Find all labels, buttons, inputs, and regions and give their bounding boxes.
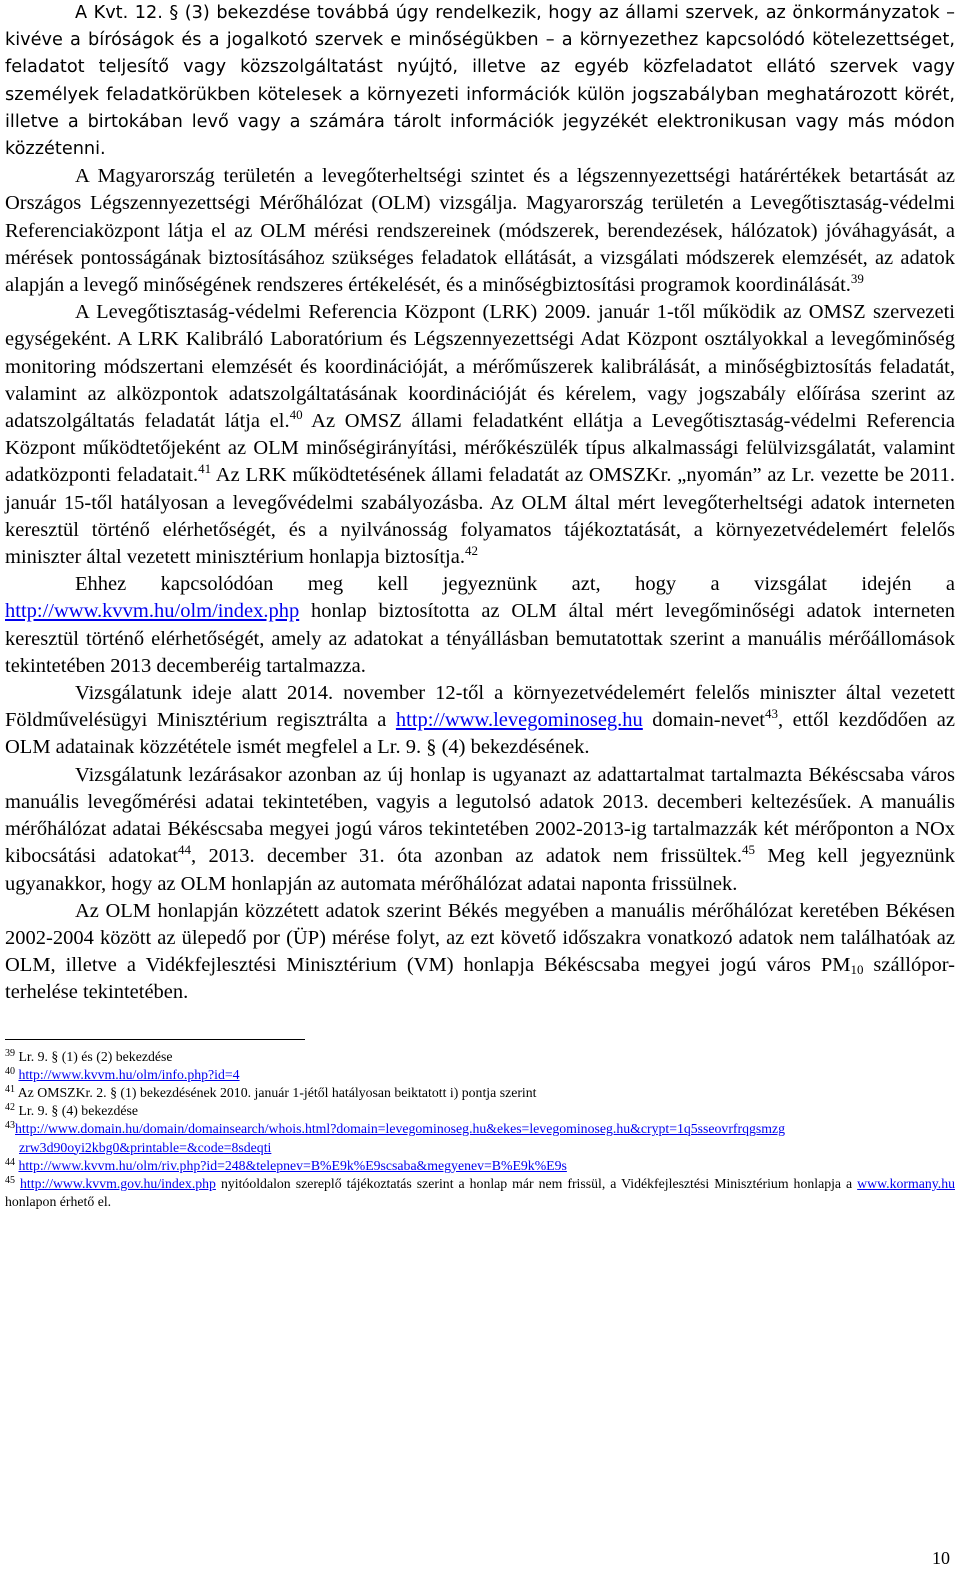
footnote-link-continued[interactable]: zrw3d90oyi2kbg0&printable=&code=8sdeqti xyxy=(19,1139,272,1155)
footnote-40 xyxy=(5,1066,955,1084)
paragraph-olm-intro xyxy=(5,163,955,299)
levegominoseg-link[interactable]: http://www.levegominoseg.hu xyxy=(395,709,643,732)
paragraph-bekes-up xyxy=(5,898,955,1007)
footnote-link[interactable]: http://www.kvvm.hu/olm/riv.php?id=248&telepnev=B%E9k%E9scsaba&megyenev=B%E9k%E9s xyxy=(18,1157,567,1173)
footnote-number: 40 xyxy=(5,1065,15,1077)
paragraph-levegominoseg xyxy=(5,680,955,762)
footnote-link[interactable]: http://www.kvvm.hu/olm/info.php?id=4 xyxy=(18,1066,240,1082)
paragraph-text: , 2013. december 31. óta azonban az adatok nem frissültek. xyxy=(190,845,742,868)
page-number: 10 xyxy=(932,1548,950,1568)
footnote-ref-41[interactable]: 41 xyxy=(198,461,212,477)
footnotes xyxy=(5,1048,955,1212)
footnote-45 xyxy=(5,1175,955,1211)
footnote-link[interactable]: http://www.kvvm.gov.hu/index.php xyxy=(20,1175,216,1191)
footnote-number: 43 xyxy=(5,1120,15,1132)
subscript: 10 xyxy=(850,962,864,978)
paragraph-lrk xyxy=(5,299,955,571)
paragraph-kvvm-site xyxy=(5,571,955,680)
footnote-number: 44 xyxy=(5,1156,15,1168)
footnote-text: Lr. 9. § (1) és (2) bekezdése xyxy=(18,1048,173,1064)
footnote-ref-40[interactable]: 40 xyxy=(289,407,303,423)
paragraph-text: Az OLM honlapján közzétett adatok szerint Békés megyében a manuális mérőhálózat keretében Békésen 2002-2004 között az ülepedő por (ÜP) mérése folyt, az ezt követő időszakra vonatkozó adatok nem találhatóak az OLM, illetve a Vidékfejlesztési Minisztérium (VM) honlapja Békéscsaba megyei jogú város PM xyxy=(5,899,955,977)
kvvm-olm-link[interactable]: http://www.kvvm.hu/olm/index.php xyxy=(5,600,300,623)
footnote-separator xyxy=(5,1039,305,1040)
paragraph-text: Vizsgálatunk lezárásakor azonban az új honlap is ugyanazt az adattartalmat tartalmazta Békéscsaba város manuális levegőmérési adatai tekintetében, vagyis a legutolsó adatok 2013. decemberi keltezésűek. A manuális mérőhálózat adatai Békéscsaba megyei jogú város tekintetében 2002-2013-ig tartalmazzák két mérőponton a NOx kibocsátási adatokat xyxy=(5,763,955,868)
paragraph-text: szállópor-terhelése tekintetében. xyxy=(5,954,955,1004)
paragraph-kvt xyxy=(5,0,955,163)
footnote-number: 41 xyxy=(5,1083,15,1095)
footnote-text: Lr. 9. § (4) bekezdése xyxy=(18,1103,138,1119)
footnote-44 xyxy=(5,1157,955,1175)
footnote-number: 45 xyxy=(5,1174,15,1186)
paragraph-text: honlap biztosította az OLM által mért levegőminőségi adatok interneten keresztül történő elérhetőségét, amely az adatokat a tényállásban bemutatottak szerint a manuális mérőállomások tekintetében 2013 decemberéig tartalmazza. xyxy=(5,600,955,677)
footnote-ref-45[interactable]: 45 xyxy=(741,842,755,858)
paragraph-text: A Kvt. 12. § (3) bekezdése továbbá úgy rendelkezik, hogy az állami szervek, az önkormányzatok – kivéve a bíróságok és a jogalkotó szervek e minőségükben – a környezethez kapcsolódó kötelezettséget, feladatot teljesítő vagy közszolgáltatást nyújtó, illetve az egyéb közfeladatot ellátó szervek vagy személyek feladatkörükben kötelesek a környezeti információk külön jogszabályban meghatározott körét, illetve a birtokában levő vagy a számára tárolt információk jegyzékét elektronikusan vagy más módon közzétenni. xyxy=(5,3,955,160)
footnote-42 xyxy=(5,1102,955,1120)
paragraph-text: Meg kell jegyeznünk ugyanakkor, hogy az OLM honlapján az automata mérőhálózat adatai naponta frissülnek. xyxy=(5,845,955,895)
footnote-text: nyitóoldalon szereplő tájékoztatás szerint a honlap már nem frissül, a Vidékfejlesztési Minisztérium honlapja a xyxy=(215,1175,858,1191)
paragraph-text: Az OMSZ állami feladatként ellátja a Levegőtisztaság-védelmi Referencia Központ működtetőjeként az OLM minőségirányítási, mérőkészülék típus alkalmassági felülvizsgálatát, valamint adatközponti feladatait. xyxy=(5,410,955,487)
kormany-link[interactable]: www.kormany.hu xyxy=(857,1175,955,1191)
paragraph-text: domain-nevet xyxy=(642,709,765,732)
footnote-ref-42[interactable]: 42 xyxy=(464,543,478,559)
paragraph-text: A Levegőtisztaság-védelmi Referencia Központ (LRK) 2009. január 1-től működik az OMSZ szervezeti egységeként. A LRK Kalibráló Laboratórium és Légszennyezettségi Adat Központ osztályokkal a levegőminőség monitoring módszertani elemzését és koordinációját, a mérőműszerek kalibrálását, a minőségbiztosítás feladatát, valamint az alközpontok adatszolgáltatásának koordinációját és kérelem, vagy jogszabály előírása szerint az adatszolgáltatás feladatát látja el. xyxy=(5,301,955,433)
paragraph-text: Vizsgálatunk ideje alatt 2014. november 12-től a környezetvédelemért felelős miniszter által vezetett Földművelésügyi Minisztérium regisztrálta a xyxy=(5,682,955,732)
footnote-number: 39 xyxy=(5,1047,15,1059)
document-page xyxy=(5,0,955,1211)
paragraph-text: Ehhez kapcsolódóan meg kell jegyeznünk azt, hogy a vizsgálat idején a xyxy=(75,573,955,596)
footnote-link[interactable]: http://www.domain.hu/domain/domainsearch/whois.html?domain=levegominoseg.hu&ekes=levegominoseg.hu&crypt=1q5sseovrfrqgsmzg xyxy=(15,1121,786,1137)
paragraph-bekescsaba xyxy=(5,762,955,898)
footnote-41 xyxy=(5,1084,955,1102)
footnote-ref-44[interactable]: 44 xyxy=(177,842,191,858)
footnote-43 xyxy=(5,1120,955,1156)
footnote-text: honlapon érhető el. xyxy=(5,1194,112,1210)
footnote-39 xyxy=(5,1048,955,1066)
footnote-number: 42 xyxy=(5,1102,15,1114)
footnote-ref-43[interactable]: 43 xyxy=(765,706,778,722)
paragraph-text: Az LRK működtetésének állami feladatát az OMSZKr. „nyomán” az Lr. vezette be 2011. január 15-től hatályosan a levegővédelmi szabályozásba. Az OLM által mért levegőterheltségi adatok interneten keresztül történő elérhetőségét, és a nyilvánosság folyamatos tájékoztatását, a környezetvédelemért felelős miniszter által vezetett minisztérium honlapja biztosítja. xyxy=(5,464,956,569)
paragraph-text: , ettől kezdődően az OLM adatainak közzététele ismét megfelel a Lr. 9. § (4) bekezdésének. xyxy=(5,709,955,759)
paragraph-text: A Magyarország területén a levegőterheltségi szintet és a légszennyezettségi határértékek betartását az Országos Légszennyezettségi Mérőhálózat (OLM) vizsgálja. Magyarország területén a Levegőtisztaság-védelmi Referenciaközpont látja el az OLM mérési rendszereinek (módszerek, berendezések, hálózatok) jóváhagyását, a mérések pontosságának biztosításához szükséges feladatok ellátását, a vizsgálati módszerek elemzését, az adatok alapján a levegő minőségének rendszeres értékelését, és a minőségbiztosítási programok koordinálását. xyxy=(5,165,955,297)
footnote-text: Az OMSZKr. 2. § (1) bekezdésének 2010. január 1-jétől hatályosan beiktatott i) pontja szerint xyxy=(17,1084,537,1100)
footnote-ref-39[interactable]: 39 xyxy=(850,271,864,287)
